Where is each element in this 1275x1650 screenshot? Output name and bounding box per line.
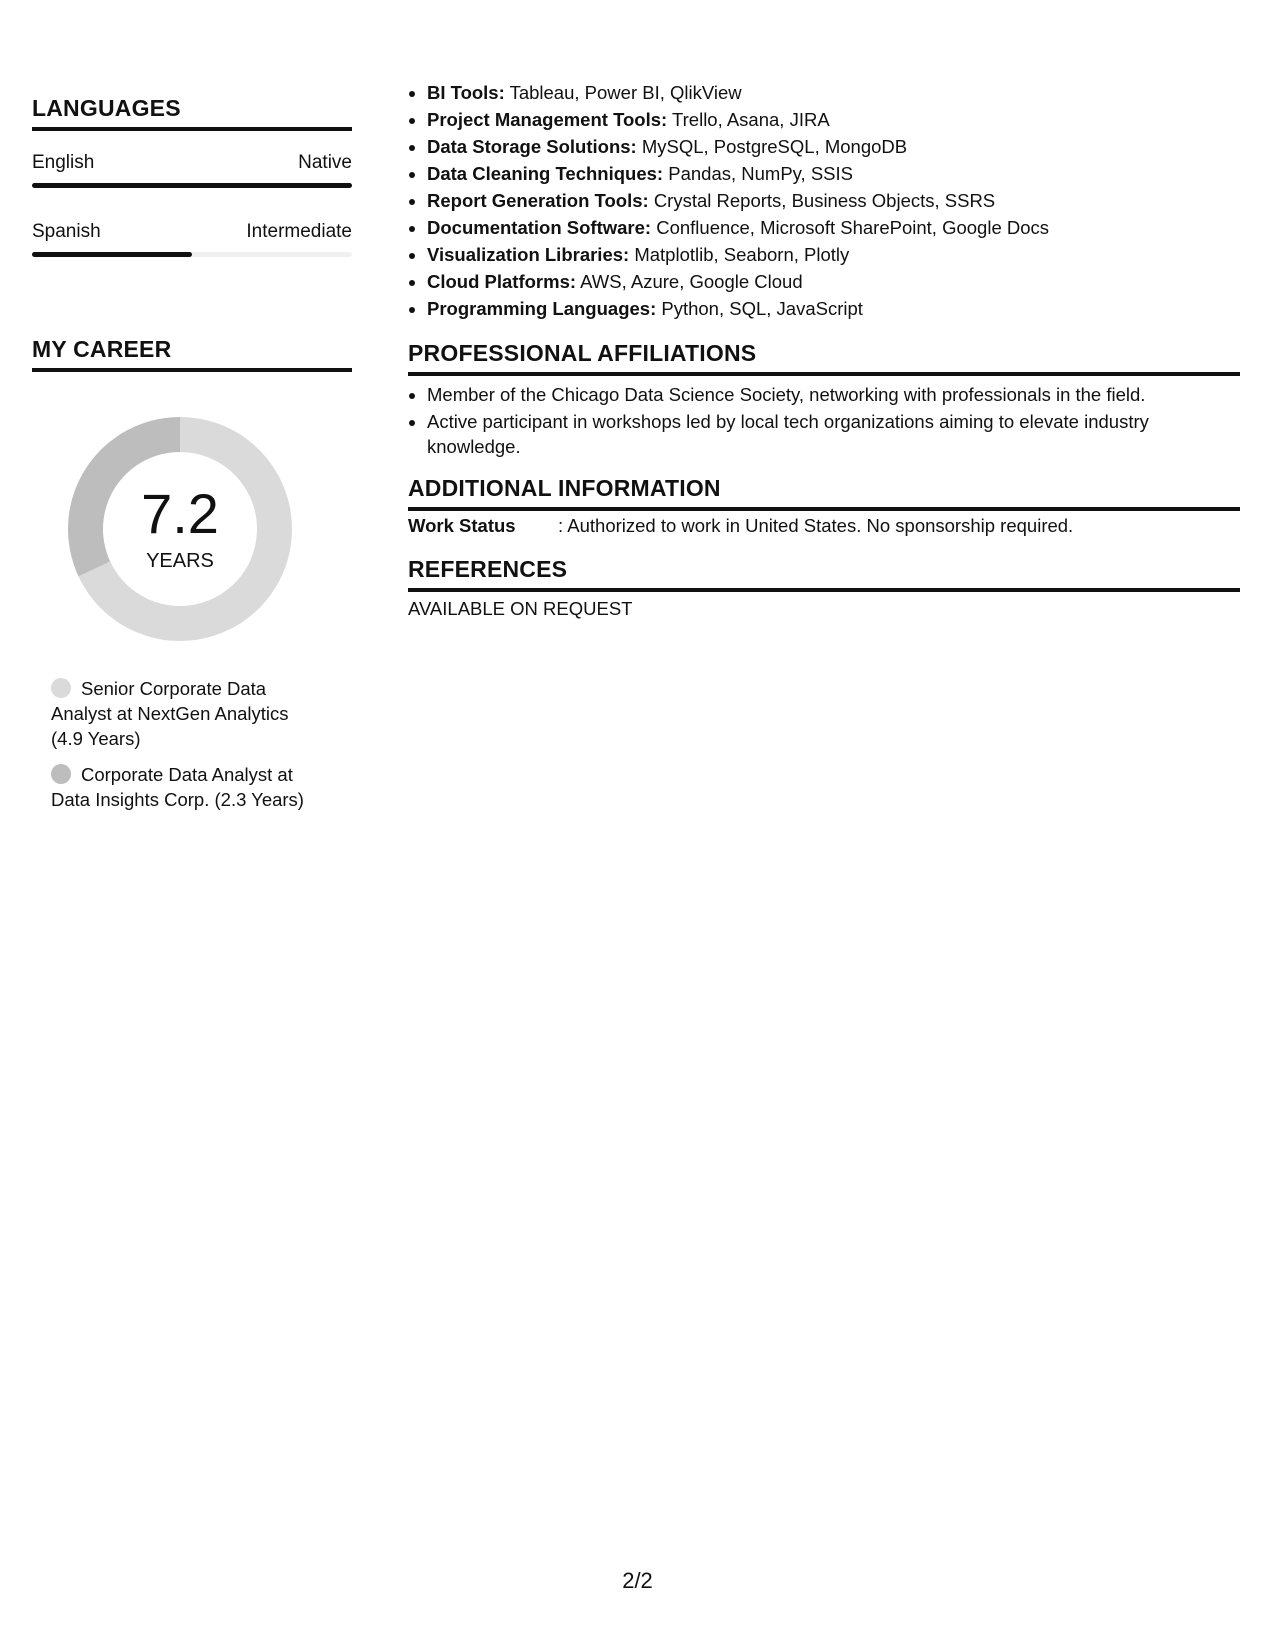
skill-label: Report Generation Tools: <box>427 190 649 211</box>
skill-value: Pandas, NumPy, SSIS <box>668 163 853 184</box>
language-level: Intermediate <box>246 221 352 242</box>
skill-item <box>427 241 1247 268</box>
skill-item <box>427 187 1247 214</box>
skill-item <box>427 160 1247 187</box>
additional-info-title: ADDITIONAL INFORMATION <box>408 475 1240 511</box>
language-item-spanish <box>32 221 352 257</box>
page-number: 2/2 <box>622 1568 653 1593</box>
language-proficiency-fill <box>32 252 192 257</box>
language-proficiency-bar <box>32 183 352 188</box>
skill-value: AWS, Azure, Google Cloud <box>580 271 803 292</box>
legend-dot-icon <box>51 764 71 784</box>
skill-item <box>427 295 1247 322</box>
career-total-years: 7.2 <box>141 482 219 545</box>
language-name: Spanish <box>32 221 101 242</box>
skill-item <box>427 106 1247 133</box>
skill-value: Trello, Asana, JIRA <box>672 109 830 130</box>
skill-item <box>427 214 1247 241</box>
career-legend-item <box>51 676 321 751</box>
language-proficiency-fill <box>32 183 352 188</box>
career-title: MY CAREER <box>32 336 352 372</box>
career-legend-label: Corporate Data Analyst at Data Insights Corp. (2.3 Years) <box>51 764 304 810</box>
skill-value: MySQL, PostgreSQL, MongoDB <box>641 136 908 157</box>
skill-value: Tableau, Power BI, QlikView <box>509 82 742 103</box>
work-status-value: : Authorized to work in United States. No sponsorship required. <box>558 515 1074 536</box>
language-name: English <box>32 152 95 173</box>
legend-dot-icon <box>51 678 71 698</box>
language-proficiency-bar <box>32 252 352 257</box>
career-legend-item <box>51 762 321 812</box>
language-level: Native <box>298 152 352 173</box>
skill-label: Data Storage Solutions: <box>427 136 637 157</box>
skill-value: Python, SQL, JavaScript <box>661 298 863 319</box>
skill-item <box>427 79 1247 106</box>
skill-value: Crystal Reports, Business Objects, SSRS <box>653 190 996 211</box>
language-item-english <box>32 152 352 188</box>
skill-item <box>427 133 1247 160</box>
skill-label: Documentation Software: <box>427 217 652 238</box>
affiliation-item: • Member of the Chicago Data Science Society, networking with professionals in the field. <box>427 382 1217 407</box>
affiliations-list <box>408 382 1217 461</box>
skill-value: Matplotlib, Seaborn, Plotly <box>634 244 850 265</box>
skill-label: Visualization Libraries: <box>427 244 630 265</box>
languages-title: LANGUAGES <box>32 95 352 131</box>
career-legend-label: Senior Corporate Data Analyst at NextGen Analytics (4.9 Years) <box>51 678 289 749</box>
skill-value: Confluence, Microsoft SharePoint, Google Docs <box>656 217 1050 238</box>
skill-label: Project Management Tools: <box>427 109 668 130</box>
references-title: REFERENCES <box>408 556 1240 592</box>
work-status-row <box>408 515 1073 537</box>
work-status-label: Work Status <box>408 515 516 536</box>
affiliation-item: • Active participant in workshops led by local tech organizations aiming to elevate industry knowledge. <box>427 409 1217 459</box>
references-text: AVAILABLE ON REQUEST <box>408 598 633 619</box>
skill-label: BI Tools: <box>427 82 505 103</box>
career-years-unit: YEARS <box>146 550 214 572</box>
skill-label: Data Cleaning Techniques: <box>427 163 664 184</box>
affiliations-title: PROFESSIONAL AFFILIATIONS <box>408 340 1240 376</box>
career-donut-center <box>65 414 295 644</box>
skill-label: Cloud Platforms: <box>427 271 577 292</box>
skill-item <box>427 268 1247 295</box>
skills-list <box>408 79 1247 322</box>
skill-label: Programming Languages: <box>427 298 657 319</box>
